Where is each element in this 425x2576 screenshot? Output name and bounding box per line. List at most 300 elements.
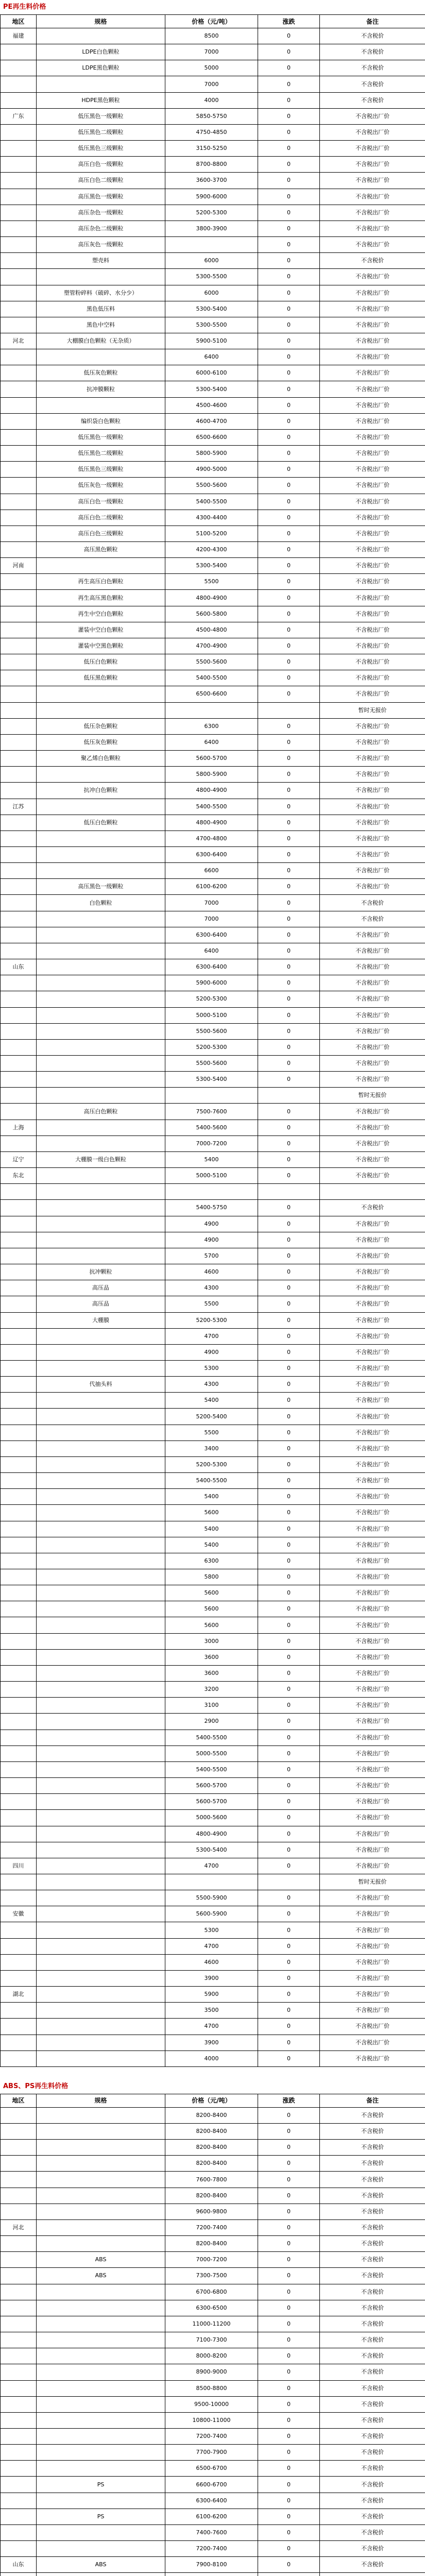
note-cell: 不含税价 [320,2541,425,2557]
table-row [1,1890,425,1906]
table-row [1,1778,425,1794]
price-table [0,2094,425,2576]
price-cell: 7500-7600 [165,1104,258,1120]
change-cell: 0 [258,2124,320,2140]
spec-cell: 高压白色颗粒 [37,1104,165,1120]
region-cell [1,205,37,221]
region-cell [1,1136,37,1151]
table-row [1,2035,425,2050]
price-cell [165,1088,258,1104]
change-cell: 0 [258,1232,320,1248]
note-cell: 不含税价 [320,60,425,76]
region-cell: 福建 [1,28,37,44]
note-cell: 不含税出厂价 [320,574,425,590]
note-cell: 不含税出厂价 [320,1360,425,1376]
spec-cell [37,2445,165,2461]
spec-cell: 高压灰色一级颗粒 [37,237,165,253]
change-cell: 0 [258,1072,320,1088]
table-row [1,381,425,397]
table-row [1,1473,425,1489]
change-cell: 0 [258,2003,320,2019]
table-row [1,285,425,301]
price-cell: 5000-5500 [165,1745,258,1761]
note-cell: 不含税出厂价 [320,1569,425,1585]
table-row [1,1922,425,1938]
price-cell: 5700 [165,1248,258,1264]
spec-cell [37,1039,165,1055]
change-cell: 0 [258,686,320,702]
change-cell: 0 [258,1537,320,1553]
note-cell: 不含税价 [320,2380,425,2396]
note-cell [320,2573,425,2576]
spec-cell: 高压杂色二级颗粒 [37,221,165,236]
region-cell [1,895,37,911]
note-cell: 不含税价 [320,911,425,927]
spec-cell [37,2124,165,2140]
change-cell: 0 [258,718,320,734]
price-cell: 4750-4850 [165,124,258,140]
change-cell: 0 [258,927,320,943]
spec-cell [37,2236,165,2252]
region-cell [1,1585,37,1601]
note-cell: 不含税出厂价 [320,1890,425,1906]
table-row [1,1104,425,1120]
change-cell: 0 [258,815,320,831]
price-cell: 8000-8200 [165,2348,258,2364]
spec-cell [37,1184,165,1200]
note-cell: 不含税出厂价 [320,751,425,767]
region-cell [1,1745,37,1761]
note-cell: 不含税出厂价 [320,526,425,541]
note-cell: 不含税价 [320,2477,425,2493]
note-cell: 不含税出厂价 [320,1248,425,1264]
table-row [1,2332,425,2348]
note-cell: 不含税价 [320,2252,425,2268]
change-cell: 0 [258,2050,320,2066]
price-cell: 6300-6500 [165,2300,258,2316]
note-cell: 不含税出厂价 [320,1970,425,1986]
region-cell [1,2493,37,2509]
note-cell: 不含税出厂价 [320,1072,425,1088]
note-cell: 不含税出厂价 [320,221,425,236]
price-cell: 4300 [165,1377,258,1393]
price-cell: 4500-4800 [165,622,258,638]
table-row [1,1970,425,1986]
note-cell: 不含税出厂价 [320,1698,425,1714]
table-row [1,911,425,927]
region-cell [1,879,37,895]
note-cell: 不含税出厂价 [320,959,425,975]
spec-cell [37,1858,165,1874]
region-cell: 上海 [1,1120,37,1136]
price-cell: 5500-5600 [165,1023,258,1039]
region-cell [1,189,37,205]
change-cell: 0 [258,76,320,92]
table-row [1,542,425,558]
note-cell: 不含税出厂价 [320,1601,425,1617]
region-cell: 安徽 [1,1906,37,1922]
table-row [1,349,425,365]
price-cell: 5200-5400 [165,1409,258,1425]
note-cell: 不含税出厂价 [320,1745,425,1761]
note-cell: 不含税出厂价 [320,863,425,879]
region-cell: 湖北 [1,1987,37,2003]
region-cell [1,1216,37,1232]
price-cell: 7000-7200 [165,1136,258,1151]
table-row [1,1649,425,1665]
change-cell: 0 [258,2412,320,2428]
change-cell: 0 [258,2300,320,2316]
note-cell: 不含税出厂价 [320,2050,425,2066]
spec-cell: 低压黑色一级颗粒 [37,429,165,445]
price-cell: 4700-4800 [165,831,258,846]
note-cell: 不含税出厂价 [320,317,425,333]
table-row [1,1409,425,1425]
price-cell: 5600 [165,1617,258,1633]
spec-cell [37,2107,165,2123]
region-cell [1,734,37,750]
spec-cell [37,1553,165,1569]
table-row [1,1665,425,1681]
change-cell: 0 [258,1521,320,1537]
region-cell [1,2204,37,2219]
note-cell: 不含税出厂价 [320,1521,425,1537]
spec-cell: 塑壳料 [37,253,165,269]
region-cell [1,1698,37,1714]
change-cell: 0 [258,1761,320,1777]
price-cell: 6300 [165,1553,258,1569]
table-row [1,157,425,173]
note-cell: 不含税价 [320,2509,425,2524]
note-cell: 不含税出厂价 [320,590,425,606]
change-cell: 0 [258,879,320,895]
change-cell: 0 [258,1248,320,1264]
change-cell: 0 [258,205,320,221]
note-cell: 不含税出厂价 [320,1938,425,1954]
region-cell [1,1023,37,1039]
note-cell: 不含税价 [320,2124,425,2140]
note-cell: 不含税价 [320,2428,425,2444]
price-cell: 7900-8100 [165,2557,258,2573]
spec-cell: 低压白色颗粒 [37,815,165,831]
spec-cell: 低压灰色颗粒 [37,365,165,381]
price-cell: 6400 [165,349,258,365]
note-cell: 不含税出厂价 [320,413,425,429]
note-cell: 不含税出厂价 [320,1682,425,1698]
table-row [1,494,425,510]
change-cell: 0 [258,1489,320,1505]
region-cell [1,2035,37,2050]
table-row [1,462,425,478]
region-cell [1,1521,37,1537]
price-cell: 6500-6700 [165,2461,258,2477]
change-cell: 0 [258,157,320,173]
region-cell [1,269,37,285]
change-cell: 0 [258,1810,320,1826]
table-row [1,1906,425,1922]
spec-cell: LDPE黑色颗粒 [37,60,165,76]
note-cell: 不含税价 [320,2140,425,2156]
region-cell [1,943,37,959]
table-row [1,1633,425,1649]
note-cell: 不含税出厂价 [320,638,425,654]
region-cell [1,2252,37,2268]
note-cell: 不含税出厂价 [320,654,425,670]
region-cell [1,1970,37,1986]
spec-cell [37,2050,165,2066]
region-cell: 河北 [1,2219,37,2235]
price-cell: 4900 [165,1344,258,1360]
change-cell: 0 [258,446,320,462]
change-cell: 0 [258,60,320,76]
spec-cell [37,269,165,285]
spec-cell [37,1842,165,1858]
region-cell [1,381,37,397]
change-cell: 0 [258,1745,320,1761]
note-cell: 不含税出厂价 [320,2035,425,2050]
table-row [1,2412,425,2428]
change-cell: 0 [258,1906,320,1922]
price-cell: 3600 [165,1665,258,1681]
change-cell: 0 [258,622,320,638]
price-cell: 4200-4300 [165,542,258,558]
note-cell: 不含税出厂价 [320,846,425,862]
region-cell [1,2156,37,2172]
price-cell: 5600 [165,1601,258,1617]
spec-cell: 编织袋白色颗粒 [37,413,165,429]
change-cell: 0 [258,1151,320,1167]
column-header: 价格（元/吨） [165,2094,258,2107]
spec-cell [37,1745,165,1761]
table-row [1,1088,425,1104]
table-row [1,1826,425,1842]
price-cell: 3100 [165,1698,258,1714]
change-cell: 0 [258,606,320,622]
table-row [1,124,425,140]
price-cell: 4700 [165,1938,258,1954]
table-row [1,1682,425,1698]
region-cell [1,1360,37,1376]
change-cell: 0 [258,1970,320,1986]
price-cell: 5400 [165,1393,258,1409]
table-row [1,301,425,317]
price-cell: 5300-5500 [165,317,258,333]
region-cell [1,1007,37,1023]
table-row [1,846,425,862]
price-cell: 6300-6400 [165,2493,258,2509]
region-cell [1,2412,37,2428]
note-cell: 不含税出厂价 [320,446,425,462]
table-row [1,783,425,799]
region-cell [1,1826,37,1842]
region-cell [1,141,37,157]
table-row [1,670,425,686]
change-cell: 0 [258,349,320,365]
price-cell: 5850-5750 [165,108,258,124]
change-cell: 0 [258,1056,320,1072]
note-cell: 不含税出厂价 [320,1120,425,1136]
table-row [1,2557,425,2573]
region-cell [1,1922,37,1938]
change-cell: 0 [258,173,320,189]
spec-cell [37,2412,165,2428]
note-cell: 不含税价 [320,2493,425,2509]
change-cell: 0 [258,2493,320,2509]
change-cell: 0 [258,1842,320,1858]
table-row [1,1280,425,1296]
table-row [1,60,425,76]
change-cell: 0 [258,2204,320,2219]
column-header: 价格（元/吨） [165,15,258,28]
region-cell [1,1248,37,1264]
table-row [1,1537,425,1553]
price-cell: 6000-6100 [165,365,258,381]
region-cell [1,429,37,445]
price-cell: 4000 [165,2050,258,2066]
price-cell: 5300-5400 [165,1072,258,1088]
note-cell: 不含税出厂价 [320,157,425,173]
note-cell: 不含税出厂价 [320,1328,425,1344]
price-cell: 7200-7400 [165,2428,258,2444]
spec-cell: 低压杂色颗粒 [37,718,165,734]
note-cell: 不含税出厂价 [320,333,425,349]
price-cell: 4000 [165,92,258,108]
change-cell: 0 [258,2156,320,2172]
region-cell [1,2445,37,2461]
table-row [1,1056,425,1072]
price-cell: 3000 [165,1633,258,1649]
table-row [1,2477,425,2493]
table-row [1,1938,425,1954]
table-row [1,863,425,879]
table-row [1,269,425,285]
change-cell: 0 [258,429,320,445]
note-cell: 不含税出厂价 [320,1056,425,1072]
table-row [1,1987,425,2003]
change-cell: 0 [258,317,320,333]
note-cell: 不含税出厂价 [320,1039,425,1055]
change-cell: 0 [258,333,320,349]
change-cell: 0 [258,2019,320,2035]
note-cell: 不含税出厂价 [320,1344,425,1360]
price-cell: 4600 [165,1264,258,1280]
price-cell: 6300-6400 [165,959,258,975]
change-cell: 0 [258,1312,320,1328]
change-cell: 0 [258,221,320,236]
change-cell: 0 [258,1200,320,1216]
table-row [1,606,425,622]
spec-cell [37,1537,165,1553]
region-cell [1,1633,37,1649]
table-row [1,975,425,991]
section-title: PE再生料价格 [3,3,46,11]
note-cell: 不含税出厂价 [320,462,425,478]
column-header: 涨跌 [258,2094,320,2107]
price-cell: 8200-8400 [165,2156,258,2172]
price-cell [165,1184,258,1200]
spec-cell: LDPE白色颗粒 [37,44,165,60]
spec-cell [37,2493,165,2509]
note-cell: 不含税出厂价 [320,767,425,783]
spec-cell [37,2172,165,2188]
table-row [1,1312,425,1328]
price-cell: 5600 [165,1585,258,1601]
region-cell [1,1537,37,1553]
change-cell: 0 [258,1682,320,1698]
table-row [1,879,425,895]
table-row [1,1617,425,1633]
table-row [1,2445,425,2461]
region-cell [1,2124,37,2140]
note-cell: 不含税出厂价 [320,558,425,574]
spec-cell: ABS [37,2252,165,2268]
price-cell: 6300 [165,718,258,734]
spec-cell [37,2541,165,2557]
region-cell [1,2316,37,2332]
spec-cell [37,1682,165,1698]
note-cell: 不含税出厂价 [320,397,425,413]
spec-cell [37,1440,165,1456]
price-cell: 5300-5400 [165,381,258,397]
spec-cell: 抗冲颗粒 [37,1264,165,1280]
spec-cell: 高压白色二级颗粒 [37,510,165,526]
note-cell: 不含税出厂价 [320,494,425,510]
note-cell: 不含税出厂价 [320,799,425,815]
table-row [1,2428,425,2444]
region-cell [1,718,37,734]
price-cell: 5800 [165,1569,258,1585]
price-cell: 4900-5000 [165,462,258,478]
spec-cell: HDPE黑色颗粒 [37,92,165,108]
spec-cell: 高压白色三级颗粒 [37,526,165,541]
spec-cell: 低压黑色三级颗粒 [37,141,165,157]
table-row [1,2124,425,2140]
region-cell [1,2300,37,2316]
change-cell: 0 [258,1456,320,1472]
region-cell [1,911,37,927]
spec-cell [37,959,165,975]
note-cell: 不含税价 [320,2396,425,2412]
region-cell [1,494,37,510]
change-cell: 0 [258,542,320,558]
spec-cell [37,1248,165,1264]
note-cell: 不含税出厂价 [320,1489,425,1505]
table-row [1,253,425,269]
region-cell [1,2509,37,2524]
region-cell [1,2461,37,2477]
table-row [1,1136,425,1151]
spec-cell [37,1922,165,1938]
region-cell [1,253,37,269]
table-row [1,1023,425,1039]
column-header: 备注 [320,2094,425,2107]
spec-cell [37,1344,165,1360]
note-cell: 不含税出厂价 [320,606,425,622]
spec-cell [37,2316,165,2332]
change-cell: 0 [258,1601,320,1617]
change-cell: 0 [258,1296,320,1312]
note-cell: 不含税价 [320,2188,425,2204]
table-row [1,1248,425,1264]
change-cell: 0 [258,638,320,654]
note-cell: 不含税出厂价 [320,670,425,686]
change-cell [258,1874,320,1890]
spec-cell: 低压黑色一级颗粒 [37,108,165,124]
region-cell [1,1296,37,1312]
change-cell: 0 [258,1280,320,1296]
price-cell: 5400-5600 [165,1120,258,1136]
spec-cell: PS [37,2509,165,2524]
